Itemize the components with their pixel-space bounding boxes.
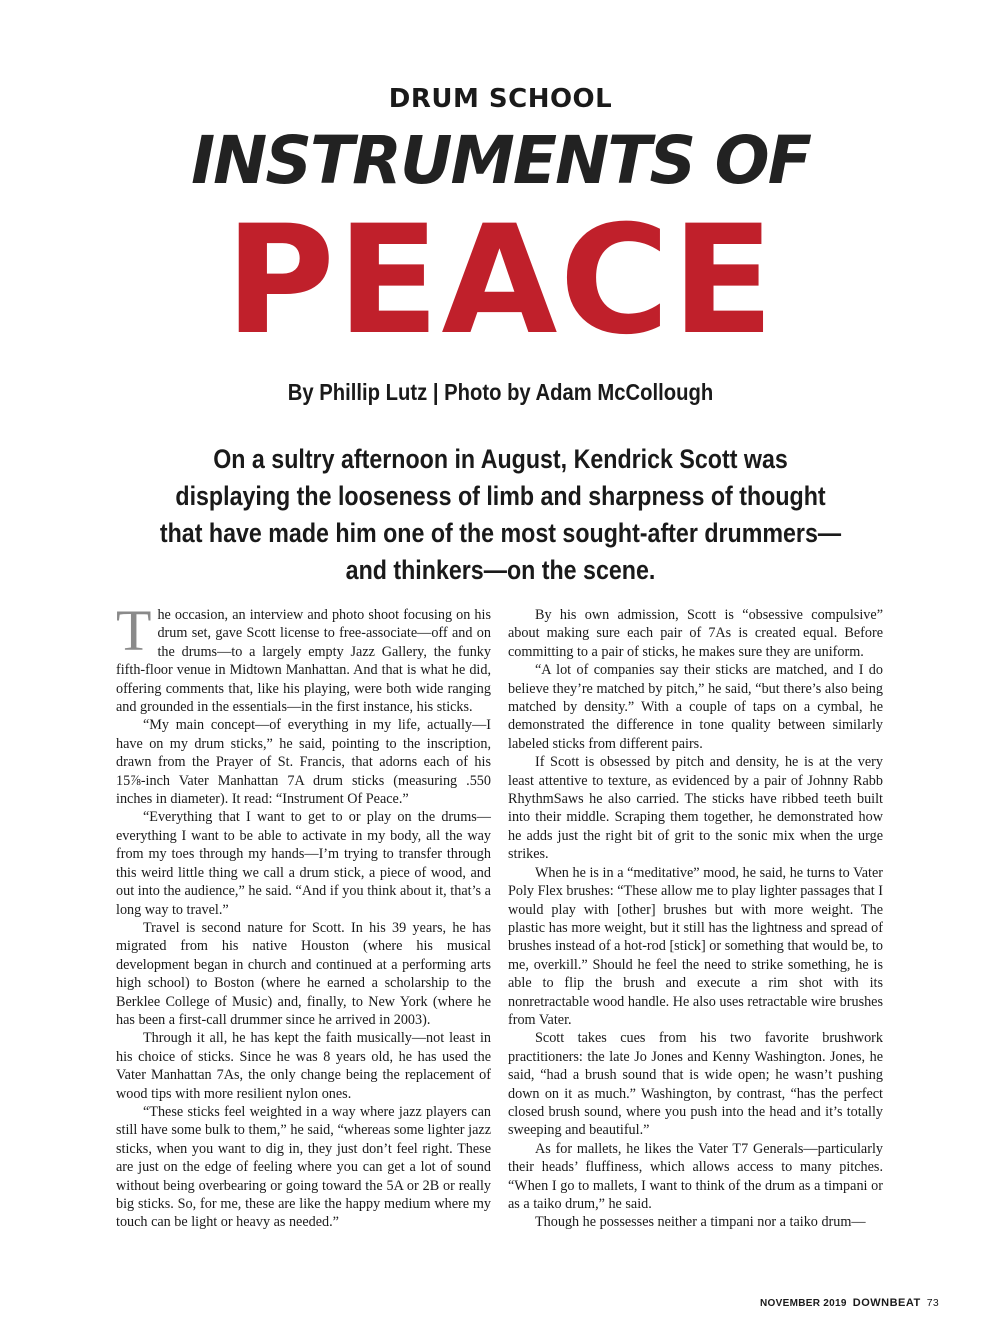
headline-line-2: PEACE [224,194,777,368]
drop-cap: T [116,598,152,663]
article-column-right [508,606,883,1232]
article-paragraph: “My main concept—of everything in my life, actually—I have on my drum sticks,” he said, pointing to the inscription, drawn from the Prayer of St. Francis, that adorns each of his 15⅞-inch Vater Manhattan 7A drum sticks (measuring .550 inches in diameter). It read: “Instrument Of Peace.” [116,717,491,808]
dek: On a sultry afternoon in August, Kendrick Scott was displaying the looseness of limb and sharpness of thought that have made him one of the most sought-after drummers—and thinkers—on the scene. [159,444,842,585]
section-title: DRUM SCHOOL [388,84,613,114]
article-paragraph: “These sticks feel weighted in a way where jazz players can still have some bulk to them,” he said, “whereas some lighter jazz sticks, when you want to dig in, they just don’t feel right. These are just on the edge of feeling where you can get a lot of sound without being overbearing or going toward the 5A or 2B or really big sticks. So, for me, these are like the happy medium where my touch can be light or heavy as needed.” [116,1103,491,1231]
article-paragraph: When he is in a “meditative” mood, he said, he turns to Vater Poly Flex brushes: “These allow me to play lighter passages that I would play with [other] brushes but with more weight. The plastic has more weight, but it still has the lightness and spread of brushes instead of a hot-rod [stick] or something that would be, to me, overkill.” Should he feel the need to strike something, he is able to flip the brush and execute a rim shot with its nonretractable wood handle. He also uses retractable wire brushes from Vater. [508,864,883,1028]
article-paragraph: Through it all, he has kept the faith musically—not least in his choice of sticks. Since he was 8 years old, he has used the Vater Manhattan 7As, the only change being the replacement of wood tips with more resilient nylon ones. [116,1030,491,1102]
footer-date: NOVEMBER 2019 [760,1298,847,1309]
article-paragraph: “Everything that I want to get to or play on the drums—everything I want to be able to activate in my body, all the way from my toes through my hands—I’m trying to transfer through this weird little thing we call a drum stick, a piece of wood, and out into the audience,” he said. “And if you think about it, that’s a long way to travel.” [116,809,491,918]
page-number: 73 [926,1297,939,1309]
article-column-left [116,598,491,1232]
article-paragraph: Scott takes cues from his two favorite brushwork practitioners: the late Jo Jones and Kenny Washington. Jones, he said, “had a brush sound that is wide open; he wasn’t pushing down on it as much.” Washington, by contrast, “has the perfect closed brush sound, where you push into the head and it’s totally sweeping and beautiful.” [508,1030,883,1139]
article-paragraph: By his own admission, Scott is “obsessive compulsive” about making sure each pair of 7As is created equal. Before committing to a pair of sticks, he makes sure they are uniform. [508,607,883,660]
page-footer [760,1297,939,1309]
article-paragraph: “A lot of companies say their sticks are matched, and I do believe they’re matched by pitch,” he said, “but there’s also being matched by density.” With a couple of taps on a cymbal, he demonstrated the difference in tone quality between similarly labeled sticks from different pairs. [508,662,883,752]
article-paragraph: The occasion, an interview and photo shoot focusing on his drum set, gave Scott license to free-associate—off and on the drums—to a largely empty Jazz Gallery, the funky fifth-floor venue in Midtown Manhattan. And that is what he did, offering comments that, like his playing, were both wide ranging and grounded in the essentials—in the first instance, his sticks. [116,598,491,716]
article-paragraph: As for mallets, he likes the Vater T7 Generals—particularly their heads’ fluffiness, which allows access to many pitches. “When I go to mallets, I want to think of the drum as a timpani or as a taiko drum,” he said. [508,1140,883,1212]
headline-line-1: INSTRUMENTS OF [191,122,810,199]
byline: By Phillip Lutz | Photo by Adam McCollough [287,379,714,405]
article-paragraph: If Scott is obsessed by pitch and density, he is at the very least attentive to texture, as evidenced by a pair of Johnny Rabb RhythmSaws he also carried. The sticks have ribbed teeth built into their middle. Scraping them together, he demonstrated how he adds just the right bit of grit to the sonic mix when the urge strikes. [508,754,883,863]
footer-publication: DOWNBEAT [852,1297,921,1309]
article-paragraph: Travel is second nature for Scott. In his 39 years, he has migrated from his native Houston (where his musical development began in church and continued at a performing arts high school) to Boston (where he earned a scholarship to the Berklee College of Music) and, finally, to New York (where he has been a first-call drummer since he arrived in 2003). [116,919,491,1028]
article-paragraph: Though he possesses neither a timpani nor a taiko drum— [535,1214,866,1231]
